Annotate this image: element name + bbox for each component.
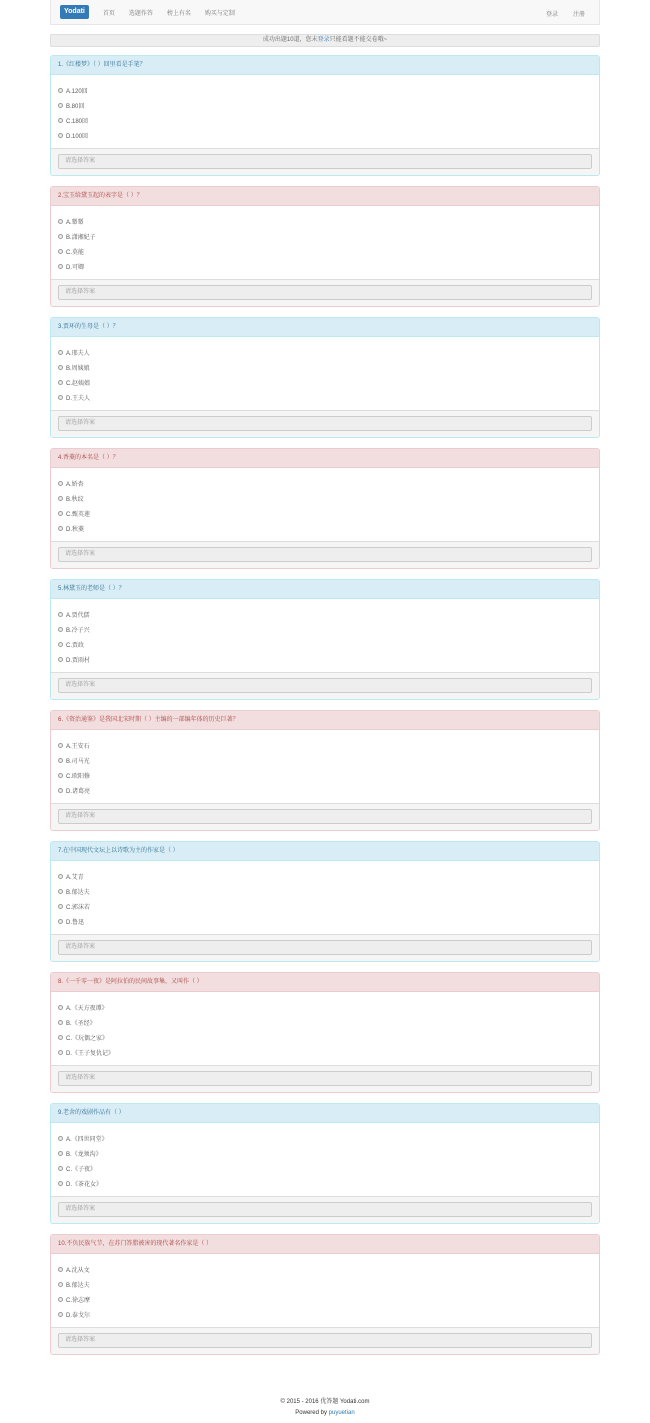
option-choice[interactable] [58,622,90,637]
option-label: D.泰戈尔 [66,1313,91,1319]
option-choice[interactable] [58,1146,108,1161]
radio-button[interactable] [58,380,63,385]
question-panel [50,579,600,700]
radio-button[interactable] [58,249,63,254]
option-label: B.郁达夫 [66,890,90,896]
register-link[interactable]: 注册 [572,12,585,18]
radio-button[interactable] [58,1020,63,1025]
panel-footer [51,410,599,437]
radio-button[interactable] [58,395,63,400]
radio-button[interactable] [58,219,63,224]
question-title: 1.《红楼梦》（ ）回里看是手笔？ [51,56,599,75]
brand-logo[interactable]: Yodati [60,5,89,19]
panel-footer [51,672,599,699]
radio-button[interactable] [58,642,63,647]
question-panel [50,972,600,1093]
option-choice[interactable] [58,738,90,753]
nav-link-home[interactable]: 首页 [102,10,115,17]
option-choice[interactable] [58,768,90,783]
option-label: B.80回 [66,104,85,110]
option-list [58,607,90,667]
option-choice[interactable] [58,1015,114,1030]
answer-field[interactable]: 请选择答案 [58,809,592,824]
question-title: 3.贾环的生母是（ ）？ [51,318,599,337]
option-label: A.娇杏 [66,482,84,488]
option-choice[interactable] [58,390,90,405]
top-navbar [50,0,600,25]
option-label: D.诸葛亮 [66,789,91,795]
radio-button[interactable] [58,904,63,909]
option-choice[interactable] [58,1030,114,1045]
radio-button[interactable] [58,627,63,632]
radio-button[interactable] [58,1297,63,1302]
copyright-text: © 2015 - 2016 优答题 Yodati.com [280,1399,370,1405]
nav-right [546,9,585,18]
panel-footer [51,279,599,306]
option-label: C.甄英莲 [66,512,91,518]
option-choice[interactable] [58,521,90,536]
option-label: A.《四世同堂》 [66,1137,108,1143]
option-choice[interactable] [58,753,90,768]
option-choice[interactable] [58,244,96,259]
option-list [58,83,88,143]
option-label: B.司马光 [66,759,90,765]
option-label: B.《龙须沟》 [66,1152,102,1158]
option-choice[interactable] [58,375,90,390]
radio-button[interactable] [58,118,63,123]
question-panel [50,841,600,962]
radio-button[interactable] [58,526,63,531]
radio-button[interactable] [58,1181,63,1186]
option-label: A.《天方夜谭》 [66,1006,108,1012]
option-choice[interactable] [58,113,88,128]
option-choice[interactable] [58,229,96,244]
option-choice[interactable] [58,1262,90,1277]
option-label: D.鲁迅 [66,920,85,926]
option-choice[interactable] [58,345,90,360]
option-choice[interactable] [58,1307,90,1322]
option-label: D.《王子复仇记》 [66,1051,115,1057]
option-list [58,1131,108,1191]
question-panel [50,317,600,438]
radio-button[interactable] [58,612,63,617]
radio-button[interactable] [58,264,63,269]
option-label: C.贾政 [66,643,85,649]
option-choice[interactable] [58,914,90,929]
option-choice[interactable] [58,1000,114,1015]
panel-footer [51,1327,599,1354]
option-list [58,1262,90,1322]
radio-button[interactable] [58,511,63,516]
question-title: 7.在中国现代文坛上以诗歌为主的作家是（ ） [51,842,599,861]
option-choice[interactable] [58,637,90,652]
option-choice[interactable] [58,1161,108,1176]
question-panel [50,1234,600,1355]
answer-field[interactable]: 请选择答案 [58,1071,592,1086]
question-title: 9.老舍的戏剧作品有（ ） [51,1104,599,1123]
option-choice[interactable] [58,1045,114,1060]
option-label: A.艾青 [66,875,84,881]
option-label: C.《子夜》 [66,1167,97,1173]
option-label: A.颦颦 [66,220,84,226]
option-choice[interactable] [58,476,90,491]
option-list [58,738,90,798]
login-link[interactable]: 登录 [545,12,558,18]
option-label: D.《茶花女》 [66,1182,103,1188]
option-label: C.徐志摩 [66,1298,91,1304]
radio-button[interactable] [58,234,63,239]
question-title: 2.宝玉给黛玉起的表字是（ ）？ [51,187,599,206]
question-panel [50,1103,600,1224]
option-choice[interactable] [58,652,90,667]
radio-button[interactable] [58,657,63,662]
radio-button[interactable] [58,1050,63,1055]
radio-button[interactable] [58,103,63,108]
radio-button[interactable] [58,1282,63,1287]
option-label: B.冷子兴 [66,628,90,634]
radio-button[interactable] [58,481,63,486]
answer-field[interactable]: 请选择答案 [58,416,592,431]
option-label: C.郭沫若 [66,905,91,911]
option-choice[interactable] [58,899,90,914]
panel-footer [51,803,599,830]
option-choice[interactable] [58,259,96,274]
radio-button[interactable] [58,773,63,778]
option-choice[interactable] [58,128,88,143]
option-label: B.周姨娘 [66,366,90,372]
panel-footer [51,1065,599,1092]
powered-prefix: Powered by [295,1410,327,1416]
powered-by [0,1408,650,1419]
option-choice[interactable] [58,83,88,98]
option-choice[interactable] [58,506,90,521]
radio-button[interactable] [58,88,63,93]
radio-button[interactable] [58,1166,63,1171]
powered-link[interactable]: puyuetian [328,1410,355,1416]
radio-button[interactable] [58,133,63,138]
option-label: D.贾雨村 [66,658,91,664]
question-panel [50,55,600,176]
radio-button[interactable] [58,1005,63,1010]
radio-button[interactable] [58,919,63,924]
answer-field[interactable]: 请选择答案 [58,547,592,562]
option-choice[interactable] [58,884,90,899]
option-choice[interactable] [58,1131,108,1146]
option-label: A.王安石 [66,744,90,750]
panel-footer [51,1196,599,1223]
question-title: 5.林黛玉的老师是（ ）？ [51,580,599,599]
question-title: 8.《一千零一夜》是阿拉伯的民间故事集，又叫作（ ） [51,973,599,992]
option-choice[interactable] [58,1176,108,1191]
radio-button[interactable] [58,1136,63,1141]
option-choice[interactable] [58,214,96,229]
radio-button[interactable] [58,1151,63,1156]
nav-link-ranking[interactable]: 榜上有名 [166,10,191,17]
option-label: C.赵姨娘 [66,381,91,387]
answer-field[interactable]: 请选择答案 [58,1202,592,1217]
question-panel [50,710,600,831]
panel-footer [51,148,599,175]
option-list [58,1000,114,1060]
question-title: 10.不负民族气节，在苏门答腊被害的现代著名作家是（ ） [51,1235,599,1254]
notice-suffix: 只能看题不能交卷哦~ [329,37,388,43]
radio-button[interactable] [58,365,63,370]
option-list [58,214,96,274]
radio-button[interactable] [58,788,63,793]
option-choice[interactable] [58,1277,90,1292]
option-choice[interactable] [58,607,90,622]
radio-button[interactable] [58,350,63,355]
page-footer [0,1397,650,1419]
option-list [58,345,90,405]
radio-button[interactable] [58,496,63,501]
answer-field[interactable]: 请选择答案 [58,940,592,955]
nav-link-purchase[interactable]: 购买与定制 [204,10,235,17]
option-label: B.秋纹 [66,497,84,503]
option-label: A.120回 [66,89,88,95]
answer-field[interactable]: 请选择答案 [58,154,592,169]
radio-button[interactable] [58,1267,63,1272]
option-list [58,476,90,536]
panel-footer [51,934,599,961]
radio-button[interactable] [58,743,63,748]
notice-login-link[interactable]: 登录 [317,37,330,43]
option-label: B.郁达夫 [66,1283,90,1289]
option-choice[interactable] [58,783,90,798]
answer-field[interactable]: 请选择答案 [58,285,592,300]
notice-prefix: 成功出题10道，您未 [262,37,318,43]
option-list [58,869,90,929]
panel-footer [51,541,599,568]
option-label: C.《玩偶之家》 [66,1036,109,1042]
radio-button[interactable] [58,1312,63,1317]
question-title: 6.《资治通鉴》是我国北宋时期（ ）主编的一部编年体的历史巨著？ [51,711,599,730]
option-label: C.莫能 [66,250,85,256]
option-label: B.潇湘妃子 [66,235,96,241]
option-choice[interactable] [58,360,90,375]
nav-link-answer[interactable]: 选题作答 [128,10,153,17]
option-choice[interactable] [58,98,88,113]
notice-bar [50,34,600,47]
option-label: B.《圣经》 [66,1021,96,1027]
option-label: C.180回 [66,119,89,125]
option-label: D.王夫人 [66,396,91,402]
option-choice[interactable] [58,1292,90,1307]
radio-button[interactable] [58,1035,63,1040]
radio-button[interactable] [58,758,63,763]
option-label: C.欧阳修 [66,774,91,780]
option-choice[interactable] [58,491,90,506]
option-label: A.贾代儒 [66,613,90,619]
option-label: D.100回 [66,134,89,140]
question-panel [50,186,600,307]
radio-button[interactable] [58,874,63,879]
answer-field[interactable]: 请选择答案 [58,678,592,693]
option-label: A.沈从文 [66,1268,90,1274]
question-panel [50,448,600,569]
option-label: A.邢夫人 [66,351,90,357]
question-title: 4.香菱的本名是（ ）？ [51,449,599,468]
option-choice[interactable] [58,869,90,884]
answer-field[interactable]: 请选择答案 [58,1333,592,1348]
option-label: D.可卿 [66,265,85,271]
radio-button[interactable] [58,889,63,894]
option-label: D.秋菱 [66,527,85,533]
